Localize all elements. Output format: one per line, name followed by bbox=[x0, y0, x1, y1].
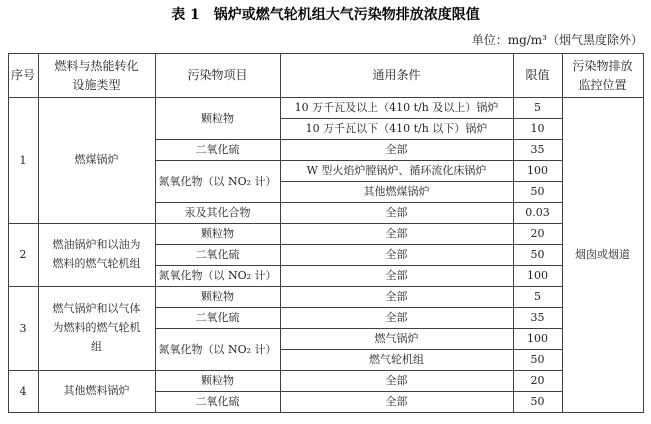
header-pollutant: 污染物项目 bbox=[155, 54, 280, 98]
seq-cell: 4 bbox=[8, 371, 38, 413]
header-condition: 通用条件 bbox=[280, 54, 513, 98]
header-row bbox=[8, 54, 643, 98]
facility-type-cell: 燃油锅炉和以油为燃料的燃气轮机组 bbox=[38, 224, 155, 287]
condition-cell: 全部 bbox=[280, 392, 513, 413]
limit-cell: 50 bbox=[513, 245, 562, 266]
limit-cell: 50 bbox=[513, 182, 562, 203]
pollutant-cell: 二氧化硫 bbox=[155, 245, 280, 266]
table-body bbox=[8, 98, 643, 413]
seq-cell: 2 bbox=[8, 224, 38, 287]
table-row bbox=[8, 371, 643, 392]
limit-cell: 50 bbox=[513, 350, 562, 371]
header-monitoring-location: 污染物排放监控位置 bbox=[562, 54, 643, 98]
limit-cell: 50 bbox=[513, 392, 562, 413]
condition-cell: 10 万千瓦及以上（410 t/h 及以上）锅炉 bbox=[280, 98, 513, 119]
header-limit: 限值 bbox=[513, 54, 562, 98]
condition-cell: 10 万千瓦以下（410 t/h 以下）锅炉 bbox=[280, 119, 513, 140]
table-row bbox=[8, 287, 643, 308]
pollutant-cell: 二氧化硫 bbox=[155, 392, 280, 413]
emission-limits-table bbox=[8, 53, 644, 413]
facility-type-cell: 燃煤锅炉 bbox=[38, 98, 155, 224]
pollutant-cell: 颗粒物 bbox=[155, 287, 280, 308]
condition-cell: 全部 bbox=[280, 308, 513, 329]
condition-cell: 燃气轮机组 bbox=[280, 350, 513, 371]
condition-cell: W 型火焰炉膛锅炉、循环流化床锅炉 bbox=[280, 161, 513, 182]
pollutant-cell: 氮氧化物（以 NO₂ 计） bbox=[155, 329, 280, 371]
pollutant-cell: 颗粒物 bbox=[155, 224, 280, 245]
pollutant-cell: 氮氧化物（以 NO₂ 计） bbox=[155, 266, 280, 287]
facility-type-cell: 燃气锅炉和以气体为燃料的燃气轮机组 bbox=[38, 287, 155, 371]
condition-cell: 全部 bbox=[280, 140, 513, 161]
condition-cell: 全部 bbox=[280, 203, 513, 224]
monitoring-location-cell: 烟囱或烟道 bbox=[562, 98, 643, 413]
unit-note: 单位：mg/m³（烟气黑度除外） bbox=[471, 33, 643, 47]
pollutant-cell: 汞及其化合物 bbox=[155, 203, 280, 224]
pollutant-cell: 氮氧化物（以 NO₂ 计） bbox=[155, 161, 280, 203]
condition-cell: 全部 bbox=[280, 245, 513, 266]
pollutant-cell: 颗粒物 bbox=[155, 98, 280, 140]
header-facility-type: 燃料与热能转化设施类型 bbox=[38, 54, 155, 98]
limit-cell: 100 bbox=[513, 161, 562, 182]
limit-cell: 20 bbox=[513, 224, 562, 245]
condition-cell: 全部 bbox=[280, 266, 513, 287]
condition-cell: 全部 bbox=[280, 224, 513, 245]
pollutant-cell: 颗粒物 bbox=[155, 371, 280, 392]
limit-cell: 35 bbox=[513, 140, 562, 161]
limit-cell: 20 bbox=[513, 371, 562, 392]
table-row bbox=[8, 224, 643, 245]
limit-cell: 10 bbox=[513, 119, 562, 140]
condition-cell: 燃气锅炉 bbox=[280, 329, 513, 350]
seq-cell: 3 bbox=[8, 287, 38, 371]
limit-cell: 100 bbox=[513, 329, 562, 350]
header-seq: 序号 bbox=[8, 54, 38, 98]
condition-cell: 其他燃煤锅炉 bbox=[280, 182, 513, 203]
limit-cell: 5 bbox=[513, 98, 562, 119]
pollutant-cell: 二氧化硫 bbox=[155, 308, 280, 329]
limit-cell: 35 bbox=[513, 308, 562, 329]
pollutant-cell: 二氧化硫 bbox=[155, 140, 280, 161]
condition-cell: 全部 bbox=[280, 371, 513, 392]
facility-type-cell: 其他燃料锅炉 bbox=[38, 371, 155, 413]
table-row bbox=[8, 98, 643, 119]
seq-cell: 1 bbox=[8, 98, 38, 224]
table-title: 表 1 锅炉或燃气轮机组大气污染物排放浓度限值 bbox=[171, 7, 480, 23]
limit-cell: 100 bbox=[513, 266, 562, 287]
limit-cell: 0.03 bbox=[513, 203, 562, 224]
limit-cell: 5 bbox=[513, 287, 562, 308]
condition-cell: 全部 bbox=[280, 287, 513, 308]
table-header bbox=[8, 54, 643, 98]
